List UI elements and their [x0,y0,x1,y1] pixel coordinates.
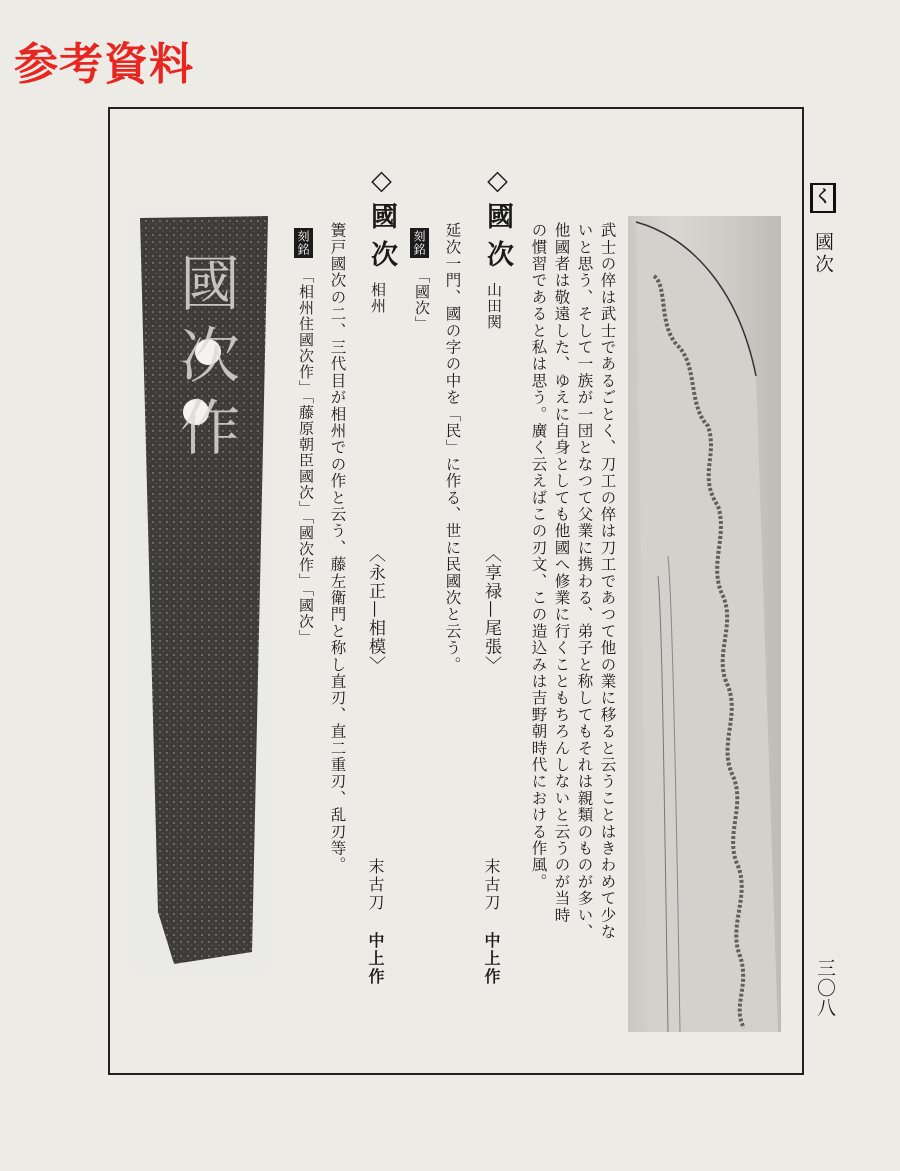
entry1-mei-label [410,228,429,258]
entry1-diamond-mark: ◇ [482,165,513,202]
blade-illustration [628,216,781,1032]
entry2-grade-rank: 中上作 [366,932,385,986]
entry2-title-char1: 國 [366,202,397,235]
intro-line-2: いと思う、そして一族が一団となつて父業に携わる、弟子と称してもそれは親類のものが多い、 [575,222,594,941]
entry1-school: 山田関 [485,282,503,330]
entry1-heading-char2: 次 [482,240,513,273]
entry1-mei-badge: 刻銘 [410,228,429,258]
entry1-grade-rank: 中上作 [482,932,501,986]
entry1-description: 延次一門、國の字の中を「民」に作る、世に民國次と云う。 [443,222,462,673]
entry2-mei-text: 「相州住國次作」「藤原朝臣國次」「國次作」「國次」 [297,268,315,646]
nakago-inscription: 國次作 [170,252,240,468]
entry2-mei-label [294,228,313,258]
entry2-mei-badge: 刻銘 [294,228,313,258]
intro-line-4: の慣習であると私は思う。廣く云えばこの刃文、この造込みは吉野朝時代における作風。 [529,222,548,890]
entry1-title-char1: 國 [482,202,513,235]
nakago-rubbing-photo [130,212,270,972]
intro-line-1: 武士の倅は武士であるごとく、刀工の倅は刀工であつて他の業に移ると云うことはきわめて少な [598,222,617,941]
blade-hamon-photo [628,216,781,1032]
page-number: 三〇八 [814,958,836,1018]
entry1-grade-period: 末古刀 [482,858,501,912]
entry1-mei-text: 「國次」 [413,268,431,332]
entry1-heading [478,165,517,235]
entry2-grade-period: 末古刀 [366,858,385,912]
intro-line-3: 他國者は敬遠した、ゆえに自身としても他國へ修業に行くこともちろんしないと云うのが当時 [552,222,571,924]
entry2-school: 相州 [369,282,387,314]
entry2-description: 簀戸國次の二、三代目が相州での作と云う、藤左衛門と称し直刃、直二重刃、乱刃等。 [328,222,347,874]
entry2-heading [362,165,401,235]
header-sword-name: 國次 [812,232,834,276]
reference-stamp: 参考資料 [14,39,194,90]
entry2-era: 〈永正—相模〉 [365,545,385,675]
entry2-heading-char2: 次 [366,240,397,273]
header-kana-box: く [810,183,836,213]
entry1-era: 〈享禄—尾張〉 [481,545,501,675]
entry2-diamond-mark: ◇ [366,165,397,202]
